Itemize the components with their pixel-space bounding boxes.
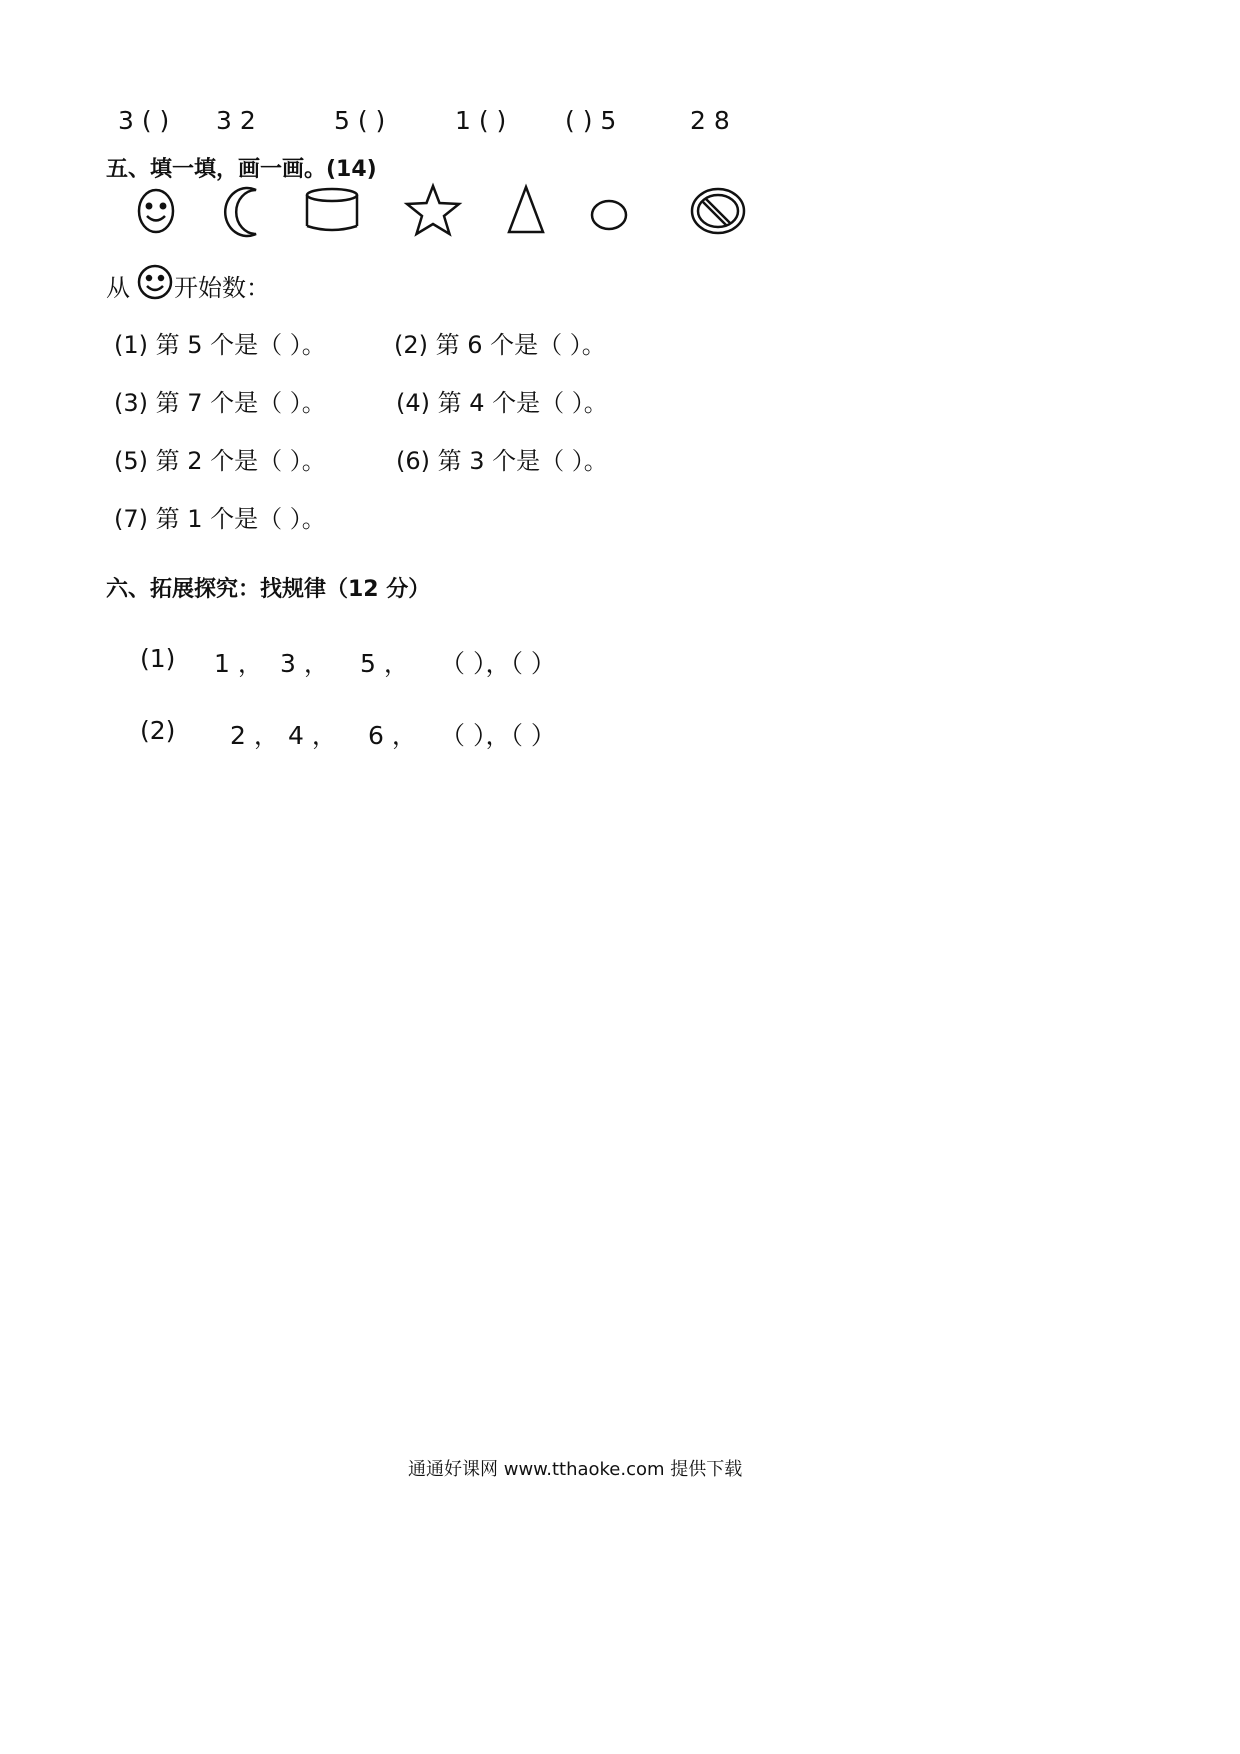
pattern-number: 6 ， (368, 721, 417, 750)
question: (5) 第 2 个是（ ）。 (114, 447, 326, 475)
star-icon (404, 183, 462, 237)
start-prefix: 从 (106, 274, 130, 302)
smiley-face-icon (137, 263, 173, 301)
question: (4) 第 4 个是（ ）。 (396, 389, 608, 417)
question: (2) 第 6 个是（ ）。 (394, 331, 606, 359)
footer-text: 通通好课网 www.tthaoke.com 提供下载 (408, 1459, 743, 1480)
question: (6) 第 3 个是（ ）。 (396, 447, 608, 475)
pattern-number: 5 ， (360, 649, 409, 678)
top-item: 5 ( ) (334, 106, 386, 135)
triangle-icon (506, 184, 546, 236)
pattern-blanks: （ ），（ ） (440, 721, 556, 750)
top-item: 3 2 (216, 106, 256, 135)
smiley-face-icon (136, 188, 176, 234)
cylinder-icon (304, 186, 360, 236)
pattern-number: 3 ， (280, 649, 329, 678)
question: (3) 第 7 个是（ ）。 (114, 389, 326, 417)
pattern-number: 2 ， (230, 721, 279, 750)
section5-title: 五、填一填，画一画。(14) (106, 157, 377, 182)
oval-icon (590, 198, 630, 232)
top-item: 1 ( ) (455, 106, 507, 135)
top-item: 2 8 (690, 106, 730, 135)
section6-title: 六、拓展探究：找规律（12 分） (106, 577, 431, 602)
pattern-number: 1 ， (214, 649, 263, 678)
prohibited-circle-icon (690, 186, 748, 236)
pattern-blanks: （ ），（ ） (440, 649, 556, 678)
pattern-label: (2) (140, 716, 176, 745)
top-item: ( ) 5 (565, 106, 617, 135)
question: (1) 第 5 个是（ ）。 (114, 331, 326, 359)
crescent-moon-icon (220, 186, 264, 238)
pattern-number: 4 ， (288, 721, 337, 750)
pattern-label: (1) (140, 644, 176, 673)
question: (7) 第 1 个是（ ）。 (114, 505, 326, 533)
start-suffix: 开始数： (174, 274, 270, 302)
top-item: 3 ( ) (118, 106, 170, 135)
